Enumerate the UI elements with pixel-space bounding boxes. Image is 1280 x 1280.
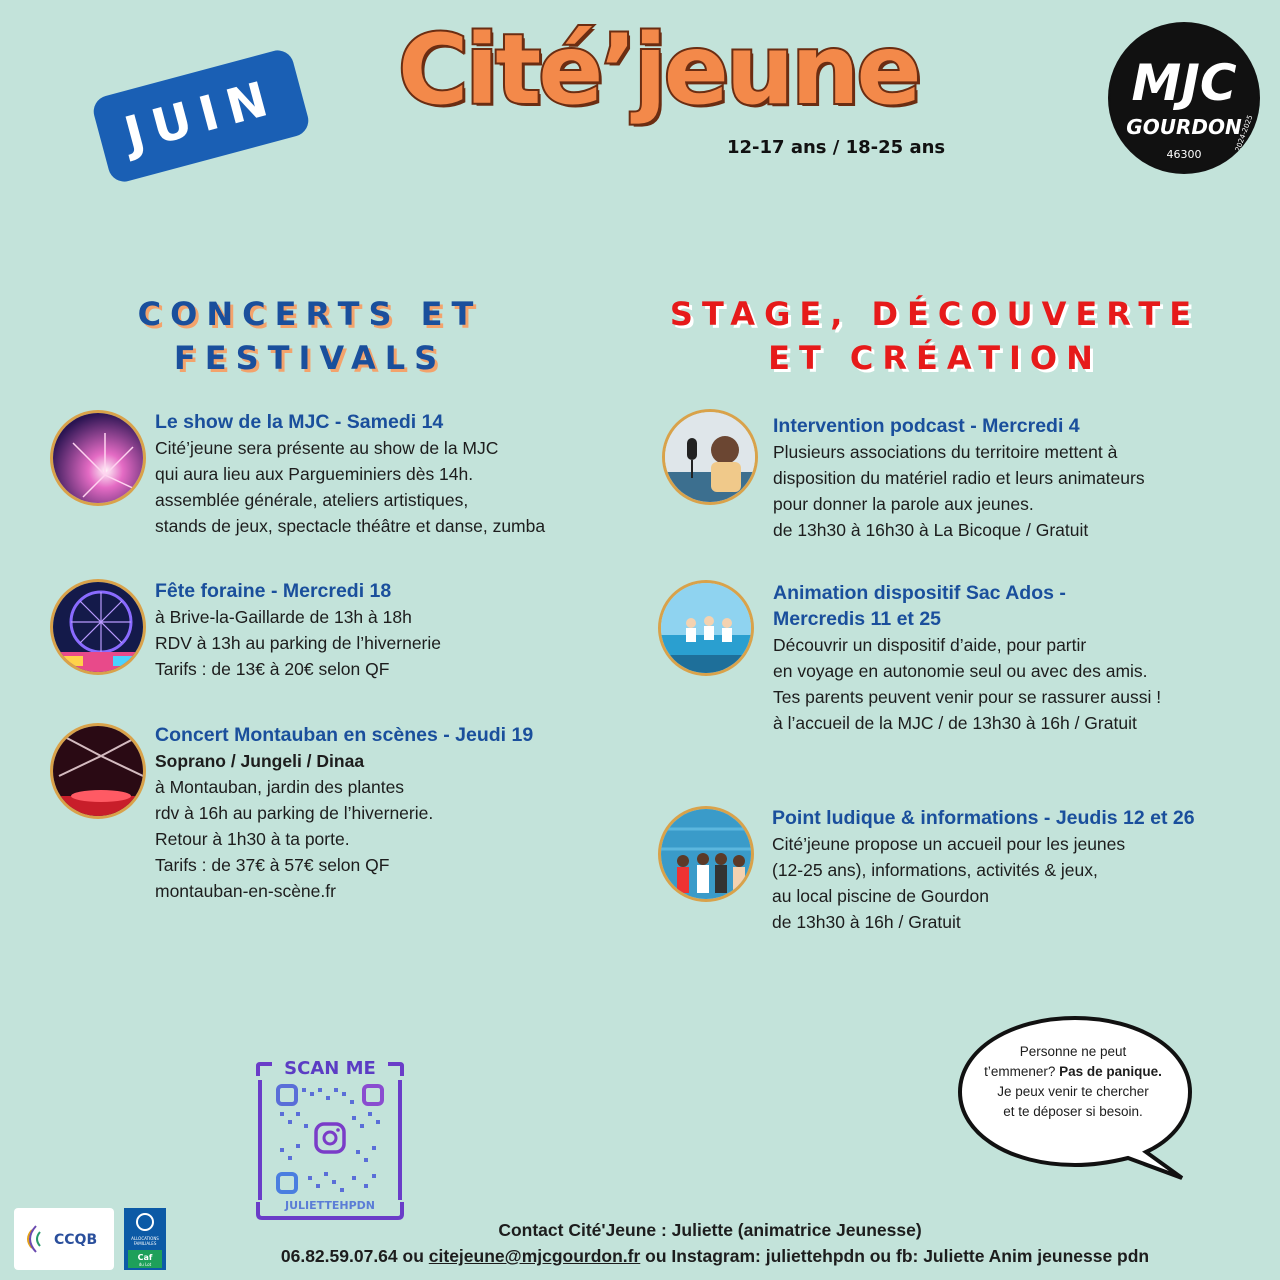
event-line: en voyage en autonomie seul ou avec des amis. xyxy=(773,661,1148,681)
event-title: Animation dispositif Sac Ados - xyxy=(773,582,1066,604)
fireworks-thumbnail xyxy=(50,410,146,506)
youth-group-thumbnail xyxy=(658,806,754,902)
month-badge xyxy=(90,47,312,185)
contact-phone[interactable]: 06.82.59.07.64 ou xyxy=(280,1246,429,1266)
mjc-gourdon-logo xyxy=(1108,22,1260,174)
qr-handle: JULIETTEHPDN xyxy=(284,1199,376,1212)
event-title: Fête foraine - Mercredi 18 xyxy=(155,580,392,602)
event-line: qui aura lieu aux Pargueminiers dès 14h. xyxy=(155,464,474,484)
section-title-line: FESTIVALS xyxy=(173,339,447,377)
event-line: Tes parents peuvent venir pour se rassurer aussi ! xyxy=(773,687,1162,707)
section-title-stage xyxy=(660,292,1210,380)
logo-sub: GOURDON xyxy=(1126,115,1242,139)
bubble-line: Je peux venir te chercher xyxy=(997,1084,1149,1099)
ccqb-logo xyxy=(14,1208,114,1270)
bubble-line xyxy=(958,1062,1188,1082)
event-title: Intervention podcast - Mercredi 4 xyxy=(773,415,1080,437)
contact-email-link[interactable]: citejeune@mjcgourdon.fr xyxy=(428,1246,641,1266)
age-ranges: 12-17 ans / 18-25 ans xyxy=(727,137,946,158)
event-fete-foraine xyxy=(155,578,441,682)
ferris-wheel-thumbnail xyxy=(50,579,146,675)
bubble-line: Personne ne peut xyxy=(1019,1044,1127,1059)
caf-text-a: ALLOCATIONS xyxy=(131,1236,159,1241)
event-line: Tarifs : de 13€ à 20€ selon QF xyxy=(155,659,390,679)
section-title-line: CONCERTS ET xyxy=(137,295,483,333)
event-line: Découvrir un dispositif d’aide, pour partir xyxy=(773,635,1087,655)
beach-friends-thumbnail xyxy=(658,580,754,676)
event-line: Cité’jeune sera présente au show de la MJC xyxy=(155,438,499,458)
event-line: pour donner la parole aux jeunes. xyxy=(773,494,1034,514)
event-line: RDV à 13h au parking de l’hivernerie xyxy=(155,633,441,653)
contact-social: ou Instagram: juliettehpdn ou fb: Juliette Anim jeunesse pdn xyxy=(640,1246,1150,1266)
event-line: (12-25 ans), informations, activités & jeux, xyxy=(772,860,1098,880)
instagram-qr-code[interactable] xyxy=(252,1058,408,1222)
event-line: assemblée générale, ateliers artistiques, xyxy=(155,490,469,510)
event-artists: Soprano / Jungeli / Dinaa xyxy=(155,751,365,771)
event-line: stands de jeux, spectacle théâtre et danse, zumba xyxy=(155,516,546,536)
scan-me-label: SCAN ME xyxy=(284,1058,376,1079)
event-title: Le show de la MJC - Samedi 14 xyxy=(155,411,444,433)
bubble-line: et te déposer si besoin. xyxy=(1003,1104,1143,1119)
section-title-line: STAGE, DÉCOUVERTE xyxy=(669,295,1201,333)
event-title: Concert Montauban en scènes - Jeudi 19 xyxy=(155,724,534,746)
bubble-text-part: t’emmener? xyxy=(984,1064,1060,1079)
contact-heading: Contact Cité'Jeune : Juliette (animatrice Jeunesse) xyxy=(498,1220,922,1240)
event-line: de 13h30 à 16h30 à La Bicoque / Gratuit xyxy=(773,520,1089,540)
speech-bubble-text xyxy=(958,1042,1188,1122)
caf-text-c: Caf xyxy=(137,1253,153,1262)
logo-postcode: 46300 xyxy=(1166,148,1202,161)
ccqb-label: CCQB xyxy=(54,1232,98,1248)
logo-season: 2024-2025 xyxy=(1233,114,1255,153)
page-title: Cité’jeune xyxy=(398,14,919,126)
event-concert-montauban xyxy=(155,722,533,904)
event-line: à Brive-la-Gaillarde de 13h à 18h xyxy=(155,607,412,627)
caf-logo xyxy=(124,1208,166,1270)
event-title: Mercredis 11 et 25 xyxy=(773,608,942,630)
event-line: au local piscine de Gourdon xyxy=(772,886,989,906)
event-title: Point ludique & informations - Jeudis 12 et 26 xyxy=(772,807,1195,829)
event-line: disposition du matériel radio et leurs animateurs xyxy=(773,468,1145,488)
concert-stage-thumbnail xyxy=(50,723,146,819)
podcast-thumbnail xyxy=(662,409,758,505)
event-line: Cité’jeune propose un accueil pour les jeunes xyxy=(772,834,1126,854)
event-sac-ados xyxy=(773,580,1161,736)
event-show-mjc xyxy=(155,409,545,539)
event-point-ludique xyxy=(772,805,1195,935)
event-line: Tarifs : de 37€ à 57€ selon QF xyxy=(155,855,390,875)
event-line: rdv à 16h au parking de l’hivernerie. xyxy=(155,803,434,823)
event-podcast xyxy=(773,413,1145,543)
month-badge-label: JUIN xyxy=(118,68,284,164)
event-line: à Montauban, jardin des plantes xyxy=(155,777,405,797)
caf-text-d: du Lot xyxy=(138,1262,152,1267)
section-title-line: ET CRÉATION xyxy=(768,339,1102,377)
bubble-emphasis: Pas de panique. xyxy=(1059,1064,1162,1079)
event-line: à l’accueil de la MJC / de 13h30 à 16h / Gratuit xyxy=(773,713,1137,733)
caf-text-b: FAMILIALES xyxy=(133,1241,157,1246)
contact-details xyxy=(200,1246,1230,1267)
logo-main: MJC xyxy=(1131,54,1237,112)
event-line: de 13h30 à 16h / Gratuit xyxy=(772,912,961,932)
event-line: Plusieurs associations du territoire mettent à xyxy=(773,442,1118,462)
event-line: Retour à 1h30 à ta porte. xyxy=(155,829,350,849)
section-title-concerts xyxy=(100,292,520,380)
event-website[interactable]: montauban-en-scène.fr xyxy=(155,881,336,901)
mjc-logo-graphic xyxy=(1108,22,1260,174)
instagram-icon xyxy=(316,1124,344,1152)
